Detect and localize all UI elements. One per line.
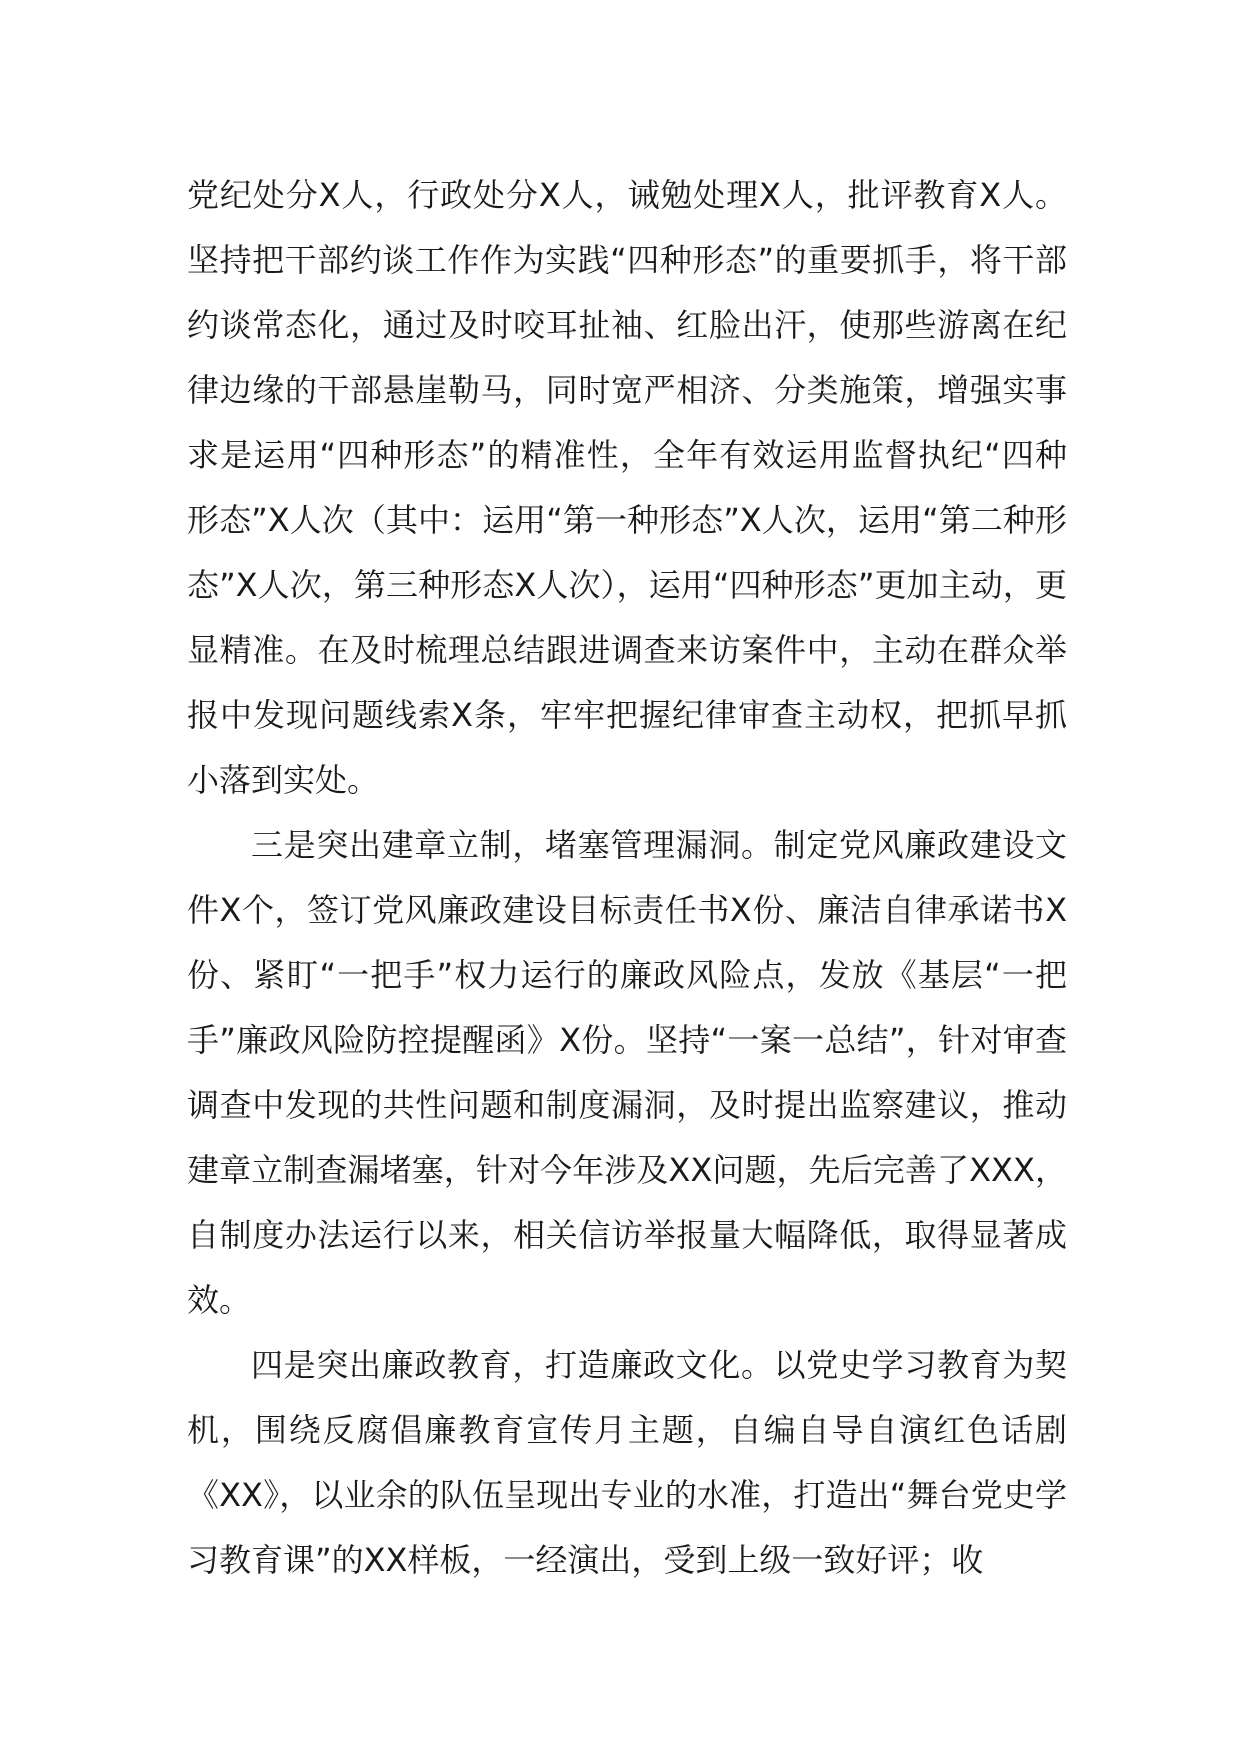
document-page (187, 163, 1067, 1593)
paragraph-system-building: 三是突出建章立制，堵塞管理漏洞。制定党风廉政建设文件X个，签订党风廉政建设目标责任书X份、廉洁自律承诺书X份、紧盯“一把手”权力运行的廉政风险点，发放《基层“一把手”廉政风险防控提醒函》X份。坚持“一案一总结”，针对审查调查中发现的共性问题和制度漏洞，及时提出监察建议，推动建章立制查漏堵塞，针对今年涉及XX问题，先后完善了XXX，自制度办法运行以来，相关信访举报量大幅降低，取得显著成效。 (187, 826, 1067, 1319)
paragraph-integrity-education: 四是突出廉政教育，打造廉政文化。以党史学习教育为契机，围绕反腐倡廉教育宣传月主题，自编自导自演红色话剧《XX》，以业余的队伍呈现出专业的水准，打造出“舞台党史学习教育课”的XX样板，一经演出，受到上级一致好评；收 (187, 1346, 1067, 1579)
paragraph-discipline-statistics: 党纪处分X人，行政处分X人，诫勉处理X人，批评教育X人。坚持把干部约谈工作作为实践“四种形态”的重要抓手，将干部约谈常态化，通过及时咬耳扯袖、红脸出汗，使那些游离在纪律边缘的干部悬崖勒马，同时宽严相济、分类施策，增强实事求是运用“四种形态”的精准性，全年有效运用监督执纪“四种形态”X人次（其中：运用“第一种形态”X人次，运用“第二种形态”X人次，第三种形态X人次），运用“四种形态”更加主动，更显精准。在及时梳理总结跟进调查来访案件中，主动在群众举报中发现问题线索X条，牢牢把握纪律审查主动权，把抓早抓小落到实处。 (187, 176, 1067, 799)
